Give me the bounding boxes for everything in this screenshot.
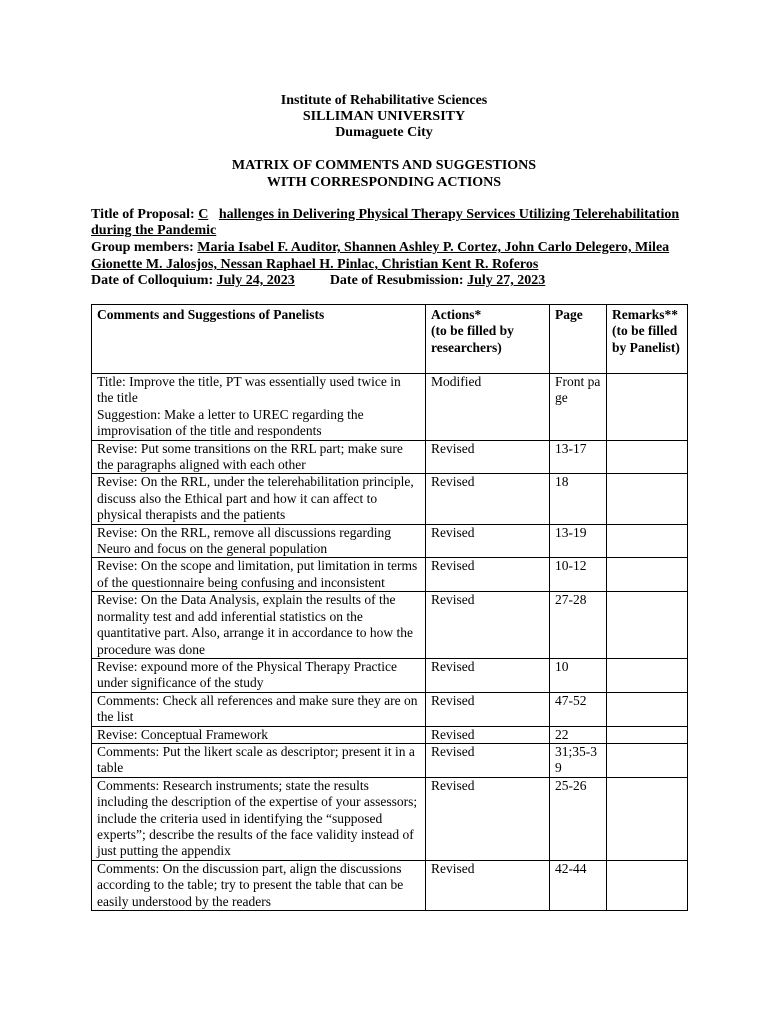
table-header-row <box>92 305 688 374</box>
proposal-label: Title of Proposal: <box>91 207 195 222</box>
proposal-title-initial: C <box>198 207 209 222</box>
comment-cell: Revise: Put some transitions on the RRL part; make sure the paragraphs aligned with each other <box>92 440 426 474</box>
action-cell: Modified <box>426 374 550 441</box>
remarks-cell <box>607 474 688 524</box>
resubmission-date: July 27, 2023 <box>467 273 546 288</box>
action-cell: Revised <box>426 524 550 558</box>
action-cell: Revised <box>426 592 550 659</box>
resubmission-label: Date of Resubmission: <box>329 273 464 288</box>
table-row <box>92 440 688 474</box>
page-cell: 42-44 <box>550 860 607 910</box>
page-cell: 31;35-39 <box>550 743 607 777</box>
action-cell: Revised <box>426 743 550 777</box>
table-row <box>92 374 688 441</box>
table-row <box>92 860 688 910</box>
header-page: Page <box>550 305 607 374</box>
remarks-cell <box>607 374 688 441</box>
page-cell: 10-12 <box>550 558 607 592</box>
comment-cell: Comments: Put the likert scale as descriptor; present it in a table <box>92 743 426 777</box>
matrix-title-line2: WITH CORRESPONDING ACTIONS <box>266 175 502 190</box>
comments-matrix-table <box>91 304 688 911</box>
matrix-title-line1: MATRIX OF COMMENTS AND SUGGESTIONS <box>231 158 537 173</box>
table-row <box>92 558 688 592</box>
table-row <box>92 474 688 524</box>
remarks-cell <box>607 440 688 474</box>
proposal-title-line2 <box>91 222 691 239</box>
comment-cell: Revise: On the Data Analysis, explain the results of the normality test and add inferential statistics on the quantitative part. Also, arrange it in accordance to how the procedure was done <box>92 592 426 659</box>
proposal-title-continuation: during the Pandemic <box>91 223 217 238</box>
table-row <box>92 524 688 558</box>
header-actions <box>426 305 550 374</box>
header-remarks-title: Remarks** <box>612 307 678 322</box>
action-cell: Revised <box>426 474 550 524</box>
table-row <box>92 692 688 726</box>
page-cell: 13-17 <box>550 440 607 474</box>
comment-cell: Comments: Research instruments; state the results including the description of the expertise of your assessors; include the criteria used in identifying the “supposed experts”; describe the results of the face validity instead of just putting the appendix <box>92 777 426 860</box>
remarks-cell <box>607 726 688 743</box>
action-cell: Revised <box>426 726 550 743</box>
comment-cell: Comments: Check all references and make sure they are on the list <box>92 692 426 726</box>
comment-cell: Revise: Conceptual Framework <box>92 726 426 743</box>
page-cell: 22 <box>550 726 607 743</box>
group-members-line1 <box>91 239 691 256</box>
action-cell: Revised <box>426 558 550 592</box>
table-row <box>92 592 688 659</box>
group-label: Group members: <box>91 240 194 255</box>
comment-cell: Revise: expound more of the Physical Therapy Practice under significance of the study <box>92 658 426 692</box>
university-name: SILLIMAN UNIVERSITY <box>302 109 466 124</box>
colloquium-date: July 24, 2023 <box>216 273 295 288</box>
group-members-names-2: Gionette M. Jalosjos, Nessan Raphael H. Pinlac, Christian Kent R. Roferos <box>91 257 539 272</box>
action-cell: Revised <box>426 860 550 910</box>
remarks-cell <box>607 860 688 910</box>
header-actions-note: (to be filled by researchers) <box>431 323 514 355</box>
remarks-cell <box>607 777 688 860</box>
page-cell: Front page <box>550 374 607 441</box>
group-members-names-1: Maria Isabel F. Auditor, Shannen Ashley P. Cortez, John Carlo Delegero, Milea <box>197 240 670 255</box>
colloquium-label: Date of Colloquium: <box>91 273 214 288</box>
page-cell: 25-26 <box>550 777 607 860</box>
city-name: Dumaguete City <box>335 125 433 140</box>
remarks-cell <box>607 658 688 692</box>
header-remarks-note: (to be filled by Panelist) <box>612 323 680 355</box>
group-members-line2 <box>91 256 691 273</box>
page-cell: 27-28 <box>550 592 607 659</box>
action-cell: Revised <box>426 658 550 692</box>
action-cell: Revised <box>426 777 550 860</box>
table-row <box>92 777 688 860</box>
proposal-title-line1 <box>91 206 691 223</box>
page-cell: 10 <box>550 658 607 692</box>
page-cell: 47-52 <box>550 692 607 726</box>
institute-name: Institute of Rehabilitative Sciences <box>280 93 488 108</box>
action-cell: Revised <box>426 692 550 726</box>
comment-text: Title: Improve the title, PT was essentially used twice in the title <box>97 374 401 406</box>
comment-cell: Revise: On the scope and limitation, put limitation in terms of the questionnaire being confusing and inconsistent <box>92 558 426 592</box>
table-row <box>92 743 688 777</box>
header-actions-title: Actions* <box>431 307 482 322</box>
remarks-cell <box>607 692 688 726</box>
remarks-cell <box>607 524 688 558</box>
table-row <box>92 726 688 743</box>
remarks-cell <box>607 592 688 659</box>
comment-cell <box>92 374 426 441</box>
remarks-cell <box>607 743 688 777</box>
header-comments: Comments and Suggestions of Panelists <box>92 305 426 374</box>
dates-line <box>91 272 691 289</box>
proposal-title-text: hallenges in Delivering Physical Therapy Services Utilizing Telerehabilitation <box>218 207 680 222</box>
action-cell: Revised <box>426 440 550 474</box>
comment-cell: Revise: On the RRL, under the telerehabilitation principle, discuss also the Ethical part and how it can affect to physical therapists and the patients <box>92 474 426 524</box>
table-row <box>92 658 688 692</box>
comment-cell: Revise: On the RRL, remove all discussions regarding Neuro and focus on the general population <box>92 524 426 558</box>
remarks-cell <box>607 558 688 592</box>
header-remarks <box>607 305 688 374</box>
comment-text: Suggestion: Make a letter to UREC regarding the improvisation of the title and respondents <box>97 406 364 439</box>
comment-cell: Comments: On the discussion part, align the discussions according to the table; try to present the table that can be easily understood by the readers <box>92 860 426 910</box>
page-cell: 13-19 <box>550 524 607 558</box>
page-cell: 18 <box>550 474 607 524</box>
